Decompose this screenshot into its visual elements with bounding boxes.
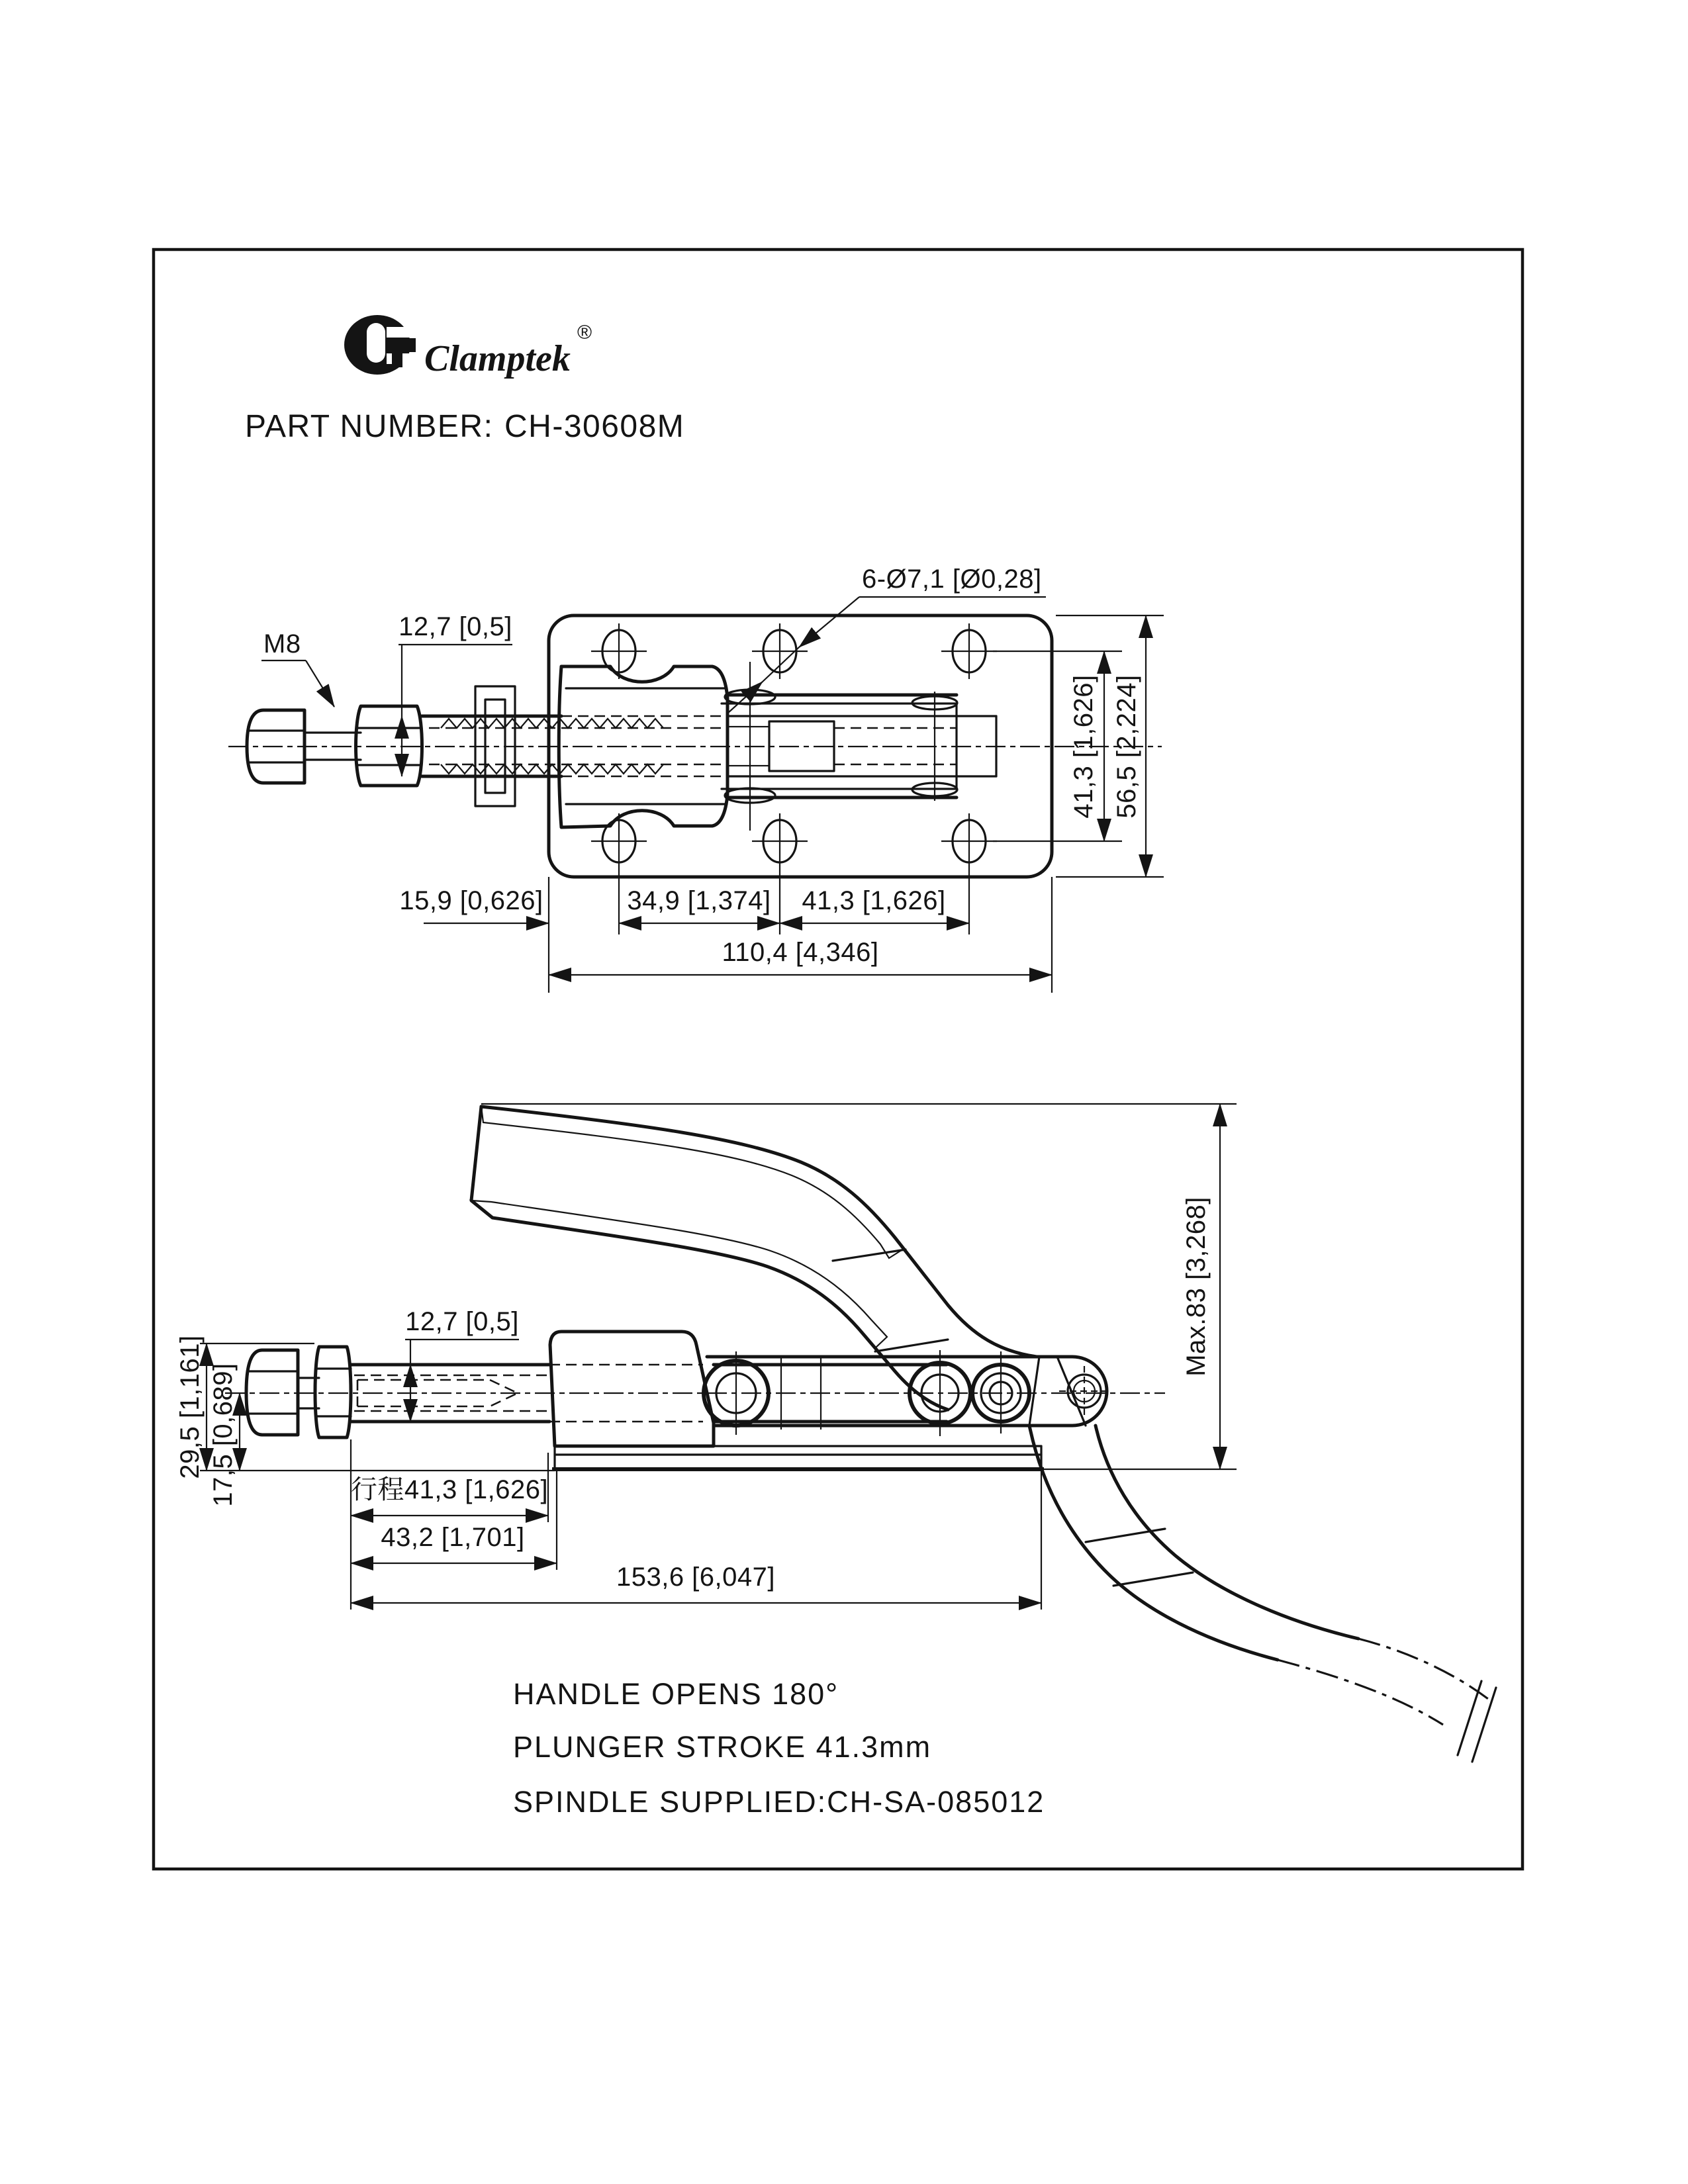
dim-edge-to-hole: 15,9 [0,626] <box>399 886 543 915</box>
dim-height-centerline: 17,5 [0,689] <box>209 1363 238 1507</box>
brand-name: Clamptek <box>424 338 571 379</box>
note-stroke: PLUNGER STROKE 41.3mm <box>513 1730 932 1764</box>
part-number-label: PART NUMBER: <box>245 409 494 444</box>
callout-m8: M8 <box>263 629 301 659</box>
dim-plate-height: 56,5 [2,224] <box>1112 674 1141 819</box>
dim-hole-pitch-2: 41,3 [1,626] <box>802 886 946 915</box>
note-spindle: SPINDLE SUPPLIED:CH-SA-085012 <box>513 1785 1045 1819</box>
callout-holes: 6-Ø7,1 [Ø0,28] <box>862 565 1042 594</box>
dim-plate-width: 110,4 [4,346] <box>722 938 879 967</box>
dim-plunger-dia: 12,7 [0,5] <box>399 612 512 641</box>
dim-plunger-dia-side: 12,7 [0,5] <box>405 1307 519 1336</box>
dim-nut-to-body: 43,2 [1,701] <box>381 1523 525 1552</box>
dim-hole-pitch-1: 34,9 [1,374] <box>627 886 771 915</box>
registered-mark: ® <box>577 322 592 343</box>
part-number-value: CH-30608M <box>504 409 685 444</box>
dim-stroke: 行程41,3 [1,626] <box>350 1475 549 1504</box>
dim-overall-length: 153,6 [6,047] <box>616 1563 776 1592</box>
dim-height-top: 29,5 [1,161] <box>175 1335 205 1479</box>
dim-hole-span-v: 41,3 [1,626] <box>1069 674 1098 819</box>
note-handle: HANDLE OPENS 180° <box>513 1677 839 1711</box>
dim-max-height: Max.83 [3,268] <box>1182 1197 1211 1377</box>
